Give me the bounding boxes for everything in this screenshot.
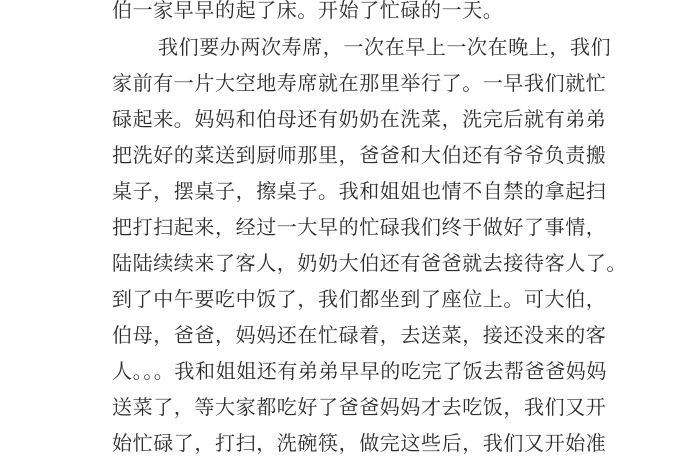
text-line: 桌子，摆桌子，擦桌子。我和姐姐也情不自禁的拿起扫	[112, 179, 607, 203]
text-line: 伯母，爸爸，妈妈还在忙碌着，去送菜，接还没来的客	[112, 323, 607, 347]
text-line: 把洗好的菜送到厨师那里，爸爸和大伯还有爷爷负责搬	[112, 143, 607, 167]
text-line: 送菜了，等大家都吃好了爸爸妈妈才去吃饭，我们又开	[112, 395, 607, 419]
text-line: 人。。。我和姐姐还有弟弟早早的吃完了饭去帮爸爸妈妈	[112, 359, 607, 383]
text-line: 伯一家早早的起了床。开始了忙碌的一天。	[112, 0, 504, 22]
text-line: 碌起来。妈妈和伯母还有奶奶在洗菜，洗完后就有弟弟	[112, 107, 607, 131]
text-line: 始忙碌了，打扫，洗碗筷，做完这些后，我们又开始准	[112, 431, 607, 455]
text-line: 把打扫起来，经过一大早的忙碌我们终于做好了事情，	[112, 215, 607, 239]
paragraph-first-line: 我们要办两次寿席，一次在早上一次在晚上，我们	[158, 35, 612, 59]
text-line: 陆陆续续来了客人，奶奶大伯还有爸爸就去接待客人了。	[112, 251, 627, 275]
text-line: 家前有一片大空地寿席就在那里举行了。一早我们就忙	[112, 71, 607, 95]
text-line: 到了中午要吃中饭了，我们都坐到了座位上。可大伯，	[112, 287, 607, 311]
